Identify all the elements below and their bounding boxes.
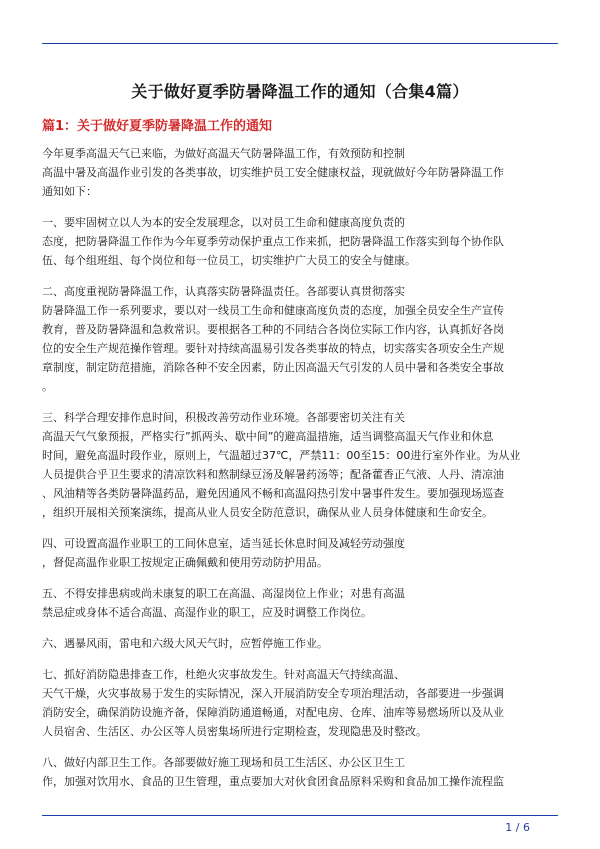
paragraph-line: 七、抓好消防隐患排查工作，杜绝火灾事故发生。针对高温天气持续高温、 — [42, 668, 405, 681]
footer-rule — [42, 815, 558, 816]
body-paragraph — [42, 584, 558, 622]
paragraph-line: 一、要牢固树立以人为本的安全发展理念，以对员工生命和健康高度负责的 — [42, 216, 405, 229]
page-number: 1 / 6 — [505, 821, 530, 834]
paragraph-line: 三、科学合理安排作息时间，积极改善劳动作业环境。各部要密切关注有关 — [42, 411, 405, 424]
header-rule — [42, 43, 558, 44]
body-paragraph — [42, 144, 558, 201]
paragraph-line: 人员宿舍、生活区、办公区等人员密集场所进行定期检查，发现隐患及时整改。 — [42, 725, 427, 738]
body-paragraph — [42, 408, 558, 522]
paragraph-line: 高温中暑及高温作业引发的各类事故，切实维护员工安全健康权益，现就做好今年防暑降温工作 — [42, 166, 504, 179]
document-title: 关于做好夏季防暑降温工作的通知（合集4篇） — [131, 82, 469, 101]
paragraph-line: 伍、每个组班组、每个岗位和每一位员工，切实维护广大员工的安全与健康。 — [42, 254, 416, 267]
paragraph-line: 章制度，制定防范措施，消除各种不安全因素，防止因高温天气引发的人员中暑和各类安全事故 — [42, 361, 504, 374]
paragraph-line: 人员提供合乎卫生要求的清凉饮料和熬制绿豆汤及解暑药汤等；配备藿香正气液、人丹、清凉油 — [42, 468, 504, 481]
body-paragraph — [42, 753, 558, 791]
paragraph-line: 八、做好内部卫生工作。各部要做好施工现场和员工生活区、办公区卫生工 — [42, 756, 405, 769]
paragraph-line: ，组织开展相关预案演练，提高从业人员安全防范意识，确保从业人员身体健康和生命安全。 — [42, 506, 493, 519]
paragraph-line: 作，加强对饮用水、食品的卫生管理，重点要加大对伙食团食品原料采购和食品加工操作流程监 — [42, 775, 504, 788]
paragraph-line: 态度，把防暑降温工作作为今年夏季劳动保护重点工作来抓，把防暑降温工作落实到每个协作队 — [42, 235, 504, 248]
document-body — [42, 144, 558, 803]
paragraph-line: 六、遇暴风雨，雷电和六级大风天气时，应暂停施工作业。 — [42, 637, 328, 650]
paragraph-line: 位的安全生产规范操作管理。要针对持续高温易引发各类事故的特点，切实落实各项安全生产规 — [42, 342, 504, 355]
paragraph-line: 天气干燥，火灾事故易于发生的实际情况，深入开展消防安全专项治理活动，各部要进一步强调 — [42, 687, 504, 700]
paragraph-line: 、风油精等各类防暑降温药品，避免因通风不畅和高温闷热引发中暑事件发生。要加强现场巡查 — [42, 487, 504, 500]
paragraph-line: 。 — [42, 380, 53, 393]
paragraph-line: 四、可设置高温作业职工的工间休息室，适当延长休息时间及减轻劳动强度 — [42, 537, 405, 550]
body-paragraph — [42, 282, 558, 396]
paragraph-line: 二、高度重视防暑降温工作，认真落实防暑降温责任。各部要认真贯彻落实 — [42, 285, 405, 298]
paragraph-line: ，督促高温作业职工按规定正确佩戴和使用劳动防护用品。 — [42, 556, 328, 569]
paragraph-line: 通知如下： — [42, 185, 97, 198]
section-heading: 篇1：关于做好夏季防暑降温工作的通知 — [42, 119, 273, 134]
paragraph-line: 禁忌症或身体不适合高温、高湿作业的职工，应及时调整工作岗位。 — [42, 606, 372, 619]
paragraph-line: 今年夏季高温天气已来临，为做好高温天气防暑降温工作，有效预防和控制 — [42, 147, 405, 160]
paragraph-line: 教育，普及防暑降温和急救常识。要根据各工种的不同结合各岗位实际工作内容，认真抓好各岗 — [42, 323, 504, 336]
body-paragraph — [42, 665, 558, 741]
body-paragraph — [42, 213, 558, 270]
paragraph-line: 消防安全，确保消防设施齐备，保障消防通道畅通，对配电房、仓库、油库等易燃场所以及从业 — [42, 706, 504, 719]
paragraph-line: 五、不得安排患病或尚未康复的职工在高温、高湿岗位上作业；对患有高温 — [42, 587, 405, 600]
paragraph-line: 防暑降温工作一系列要求，要以对一线员工生命和健康高度负责的态度，加强全员安全生产宣传 — [42, 304, 504, 317]
paragraph-line: 时间，避免高温时段作业，原则上，气温超过37℃，严禁11：00至15：00进行室外作业。为从业 — [42, 449, 521, 462]
body-paragraph — [42, 534, 558, 572]
paragraph-line: 高温天气气象预报，严格实行”抓两头、歇中间”的避高温措施，适当调整高温天气作业和休息 — [42, 430, 494, 443]
body-paragraph — [42, 634, 558, 653]
